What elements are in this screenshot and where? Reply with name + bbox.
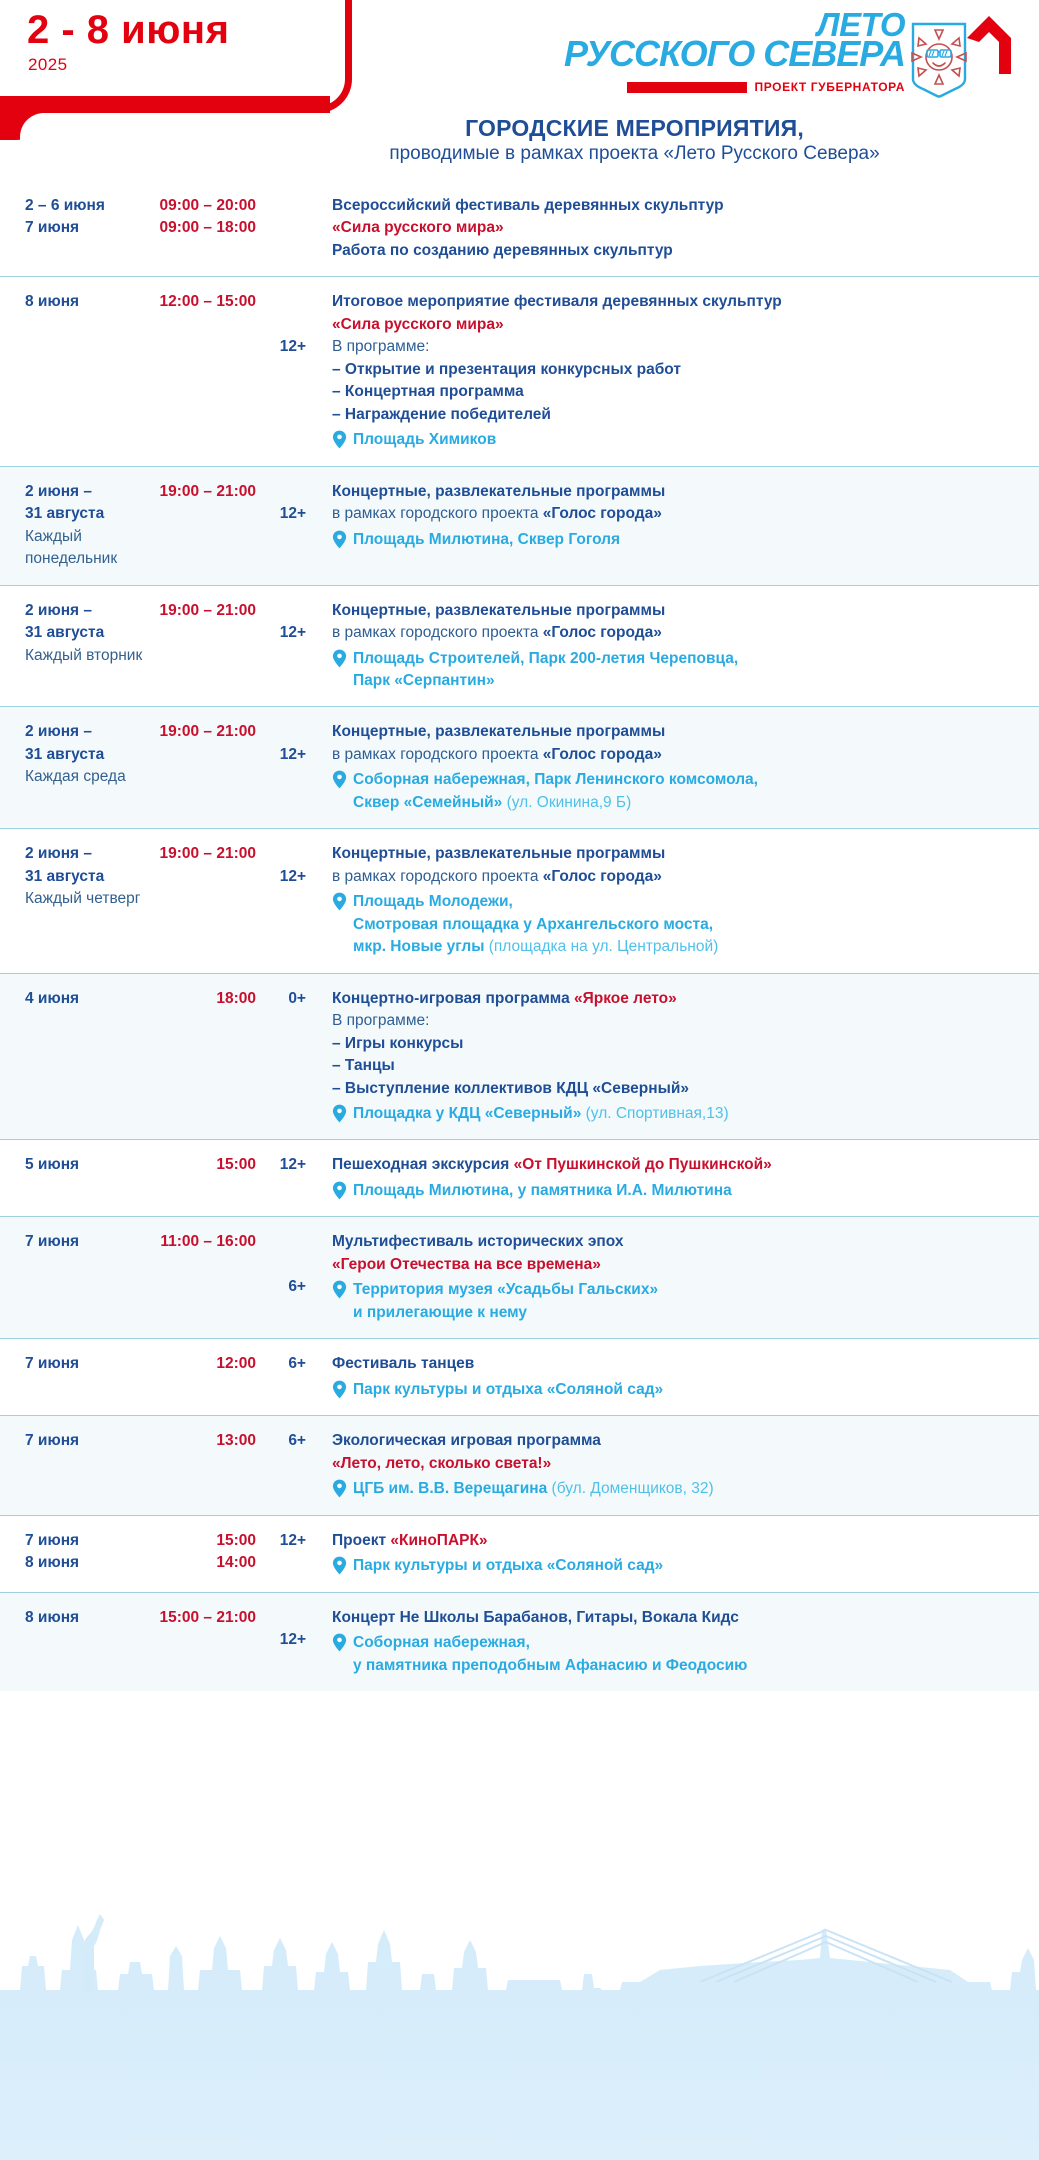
age-line [264, 1231, 306, 1253]
description-line: – Танцы [332, 1057, 395, 1075]
map-pin-icon [332, 1280, 347, 1299]
date-line: 31 августа [25, 745, 105, 763]
description-line: – Открытие и презентация конкурсных работ [332, 360, 681, 378]
age-line: 6+ [288, 1278, 306, 1296]
age-line [264, 1607, 306, 1629]
event-date [0, 843, 152, 910]
age-line: 6+ [288, 1355, 306, 1373]
event-row [0, 1592, 1039, 1691]
location-text: Территория музея «Усадьбы Гальских» [353, 1281, 659, 1299]
brand-subtitle-bar [627, 82, 747, 93]
event-date [0, 1607, 152, 1629]
description-accent: «Голос города» [542, 624, 662, 642]
event-age-rating [264, 1231, 312, 1298]
age-line: 12+ [279, 1531, 306, 1549]
description-line: В программе: [332, 338, 430, 356]
description-line: Всероссийский фестиваль деревянных скульптур [332, 197, 724, 214]
description-line: Концертные, развлекательные программы [332, 482, 666, 500]
location-text: Парк культуры и отдыха «Соляной сад» [353, 1557, 664, 1575]
description-line: Итоговое мероприятие фестиваля деревянных скульптур [332, 293, 782, 311]
event-location [332, 891, 1025, 913]
time-line: 15:00 [216, 1156, 256, 1174]
event-row [0, 706, 1039, 828]
location-extra-line: у памятника преподобным Афанасию и Феодосию [353, 1656, 748, 1674]
location-text: Соборная набережная, [353, 1634, 530, 1652]
event-time [152, 988, 264, 1010]
description-line: Пешеходная экскурсия «От Пушкинской до Пушкинской» [332, 1156, 772, 1174]
event-date [0, 1353, 152, 1375]
description-line: «Сила русского мира» [332, 219, 504, 237]
event-row [0, 585, 1039, 707]
description-accent: «От Пушкинской до Пушкинской» [513, 1156, 772, 1174]
event-description [312, 1607, 1025, 1677]
description-line: Концертные, развлекательные программы [332, 601, 666, 619]
location-address: (площадка на ул. Центральной) [488, 938, 719, 956]
location-extra-line: и прилегающие к нему [353, 1303, 528, 1321]
description-accent: «Голос города» [542, 745, 662, 763]
event-time [152, 1353, 264, 1375]
sun-shield-icon [910, 21, 968, 99]
city-skyline-decoration [0, 1870, 1039, 2160]
age-line: 6+ [288, 1432, 306, 1450]
time-line: 13:00 [216, 1432, 256, 1450]
age-line [264, 1254, 306, 1276]
map-pin-icon [332, 530, 347, 549]
location-address: (ул. Спортивная,13) [585, 1105, 729, 1122]
event-location [332, 1103, 1025, 1125]
age-line: 12+ [279, 505, 306, 523]
brand-subtitle: ПРОЕКТ ГУБЕРНАТОРА [754, 80, 905, 94]
location-text: Площадка у КДЦ «Северный» (ул. Спортивная,13) [353, 1105, 729, 1122]
description-accent: «Голос города» [542, 867, 662, 885]
event-row [0, 1338, 1039, 1415]
event-time [152, 721, 264, 743]
event-description [312, 843, 1025, 958]
description-accent: «Голос города» [542, 505, 662, 523]
age-line: 12+ [279, 745, 306, 763]
event-age-rating [264, 481, 312, 526]
age-line: 12+ [279, 338, 306, 356]
event-description [312, 1231, 1025, 1324]
event-location [332, 648, 1025, 670]
event-time [152, 195, 264, 240]
time-line: 18:00 [216, 989, 256, 1007]
date-line: 2 июня – [25, 482, 93, 500]
event-date [0, 291, 152, 313]
event-time [152, 600, 264, 622]
time-line: 12:00 – 15:00 [159, 293, 256, 311]
time-line: 19:00 – 21:00 [159, 723, 256, 741]
event-row [0, 276, 1039, 465]
age-line [264, 314, 306, 336]
event-time [152, 1607, 264, 1629]
date-line: Каждый четверг [25, 890, 141, 908]
date-line: Каждый [25, 527, 82, 545]
brand-title-leto: ЛЕТО [816, 6, 905, 43]
description-line: – Выступление коллективов КДЦ «Северный» [332, 1079, 689, 1097]
date-line: 8 июня [25, 1554, 80, 1572]
page-subtitle: проводимые в рамках проекта «Лето Русского Севера» [389, 143, 880, 164]
event-age-rating [264, 843, 312, 888]
location-text: Площадь Милютина, у памятника И.А. Милютина [353, 1181, 732, 1199]
time-line: 09:00 – 20:00 [159, 197, 256, 214]
date-line: 2 – 6 июня [25, 197, 105, 214]
event-date [0, 1530, 152, 1575]
event-location [332, 1279, 1025, 1301]
event-location [332, 1379, 1025, 1401]
event-age-rating [264, 988, 312, 1010]
description-line: Концертные, развлекательные программы [332, 723, 666, 741]
description-line: Концертные, развлекательные программы [332, 845, 666, 863]
description-line: «Герои Отечества на все времена» [332, 1255, 601, 1273]
event-row [0, 1139, 1039, 1216]
event-time [152, 1231, 264, 1253]
location-text: ЦГБ им. В.В. Верещагина (бул. Доменщиков, 32) [353, 1480, 714, 1498]
time-line: 11:00 – 16:00 [160, 1233, 256, 1251]
event-list [0, 181, 1039, 1691]
event-date [0, 1154, 152, 1176]
description-line: в рамках городского проекта «Голос города» [332, 867, 662, 885]
event-location [332, 769, 1025, 791]
event-description [312, 988, 1025, 1126]
description-line: в рамках городского проекта «Голос города» [332, 624, 662, 642]
event-row [0, 973, 1039, 1140]
event-row [0, 828, 1039, 972]
time-line: 14:00 [216, 1554, 256, 1572]
age-line [264, 481, 306, 503]
event-description [312, 481, 1025, 551]
event-location [332, 1478, 1025, 1500]
location-extra-line: мкр. Новые углы (площадка на ул. Центральной) [353, 938, 719, 956]
location-address: (бул. Доменщиков, 32) [551, 1480, 714, 1498]
age-line [264, 291, 306, 313]
event-date [0, 721, 152, 788]
event-description [312, 1530, 1025, 1578]
date-line: 31 августа [25, 624, 105, 642]
description-accent: «КиноПАРК» [390, 1531, 488, 1549]
age-line [264, 721, 306, 743]
event-age-rating [264, 1607, 312, 1652]
event-age-rating [264, 1430, 312, 1452]
event-time [152, 481, 264, 503]
red-arrow-icon [965, 14, 1013, 76]
date-line: 2 июня – [25, 601, 93, 619]
map-pin-icon [332, 649, 347, 668]
event-time [152, 843, 264, 865]
date-frame-bar [0, 96, 330, 113]
event-age-rating [264, 721, 312, 766]
brand-logo [563, 6, 1021, 116]
event-row [0, 1216, 1039, 1338]
location-extra-line: Смотровая площадка у Архангельского моста, [353, 915, 714, 933]
date-line: 7 июня [25, 1531, 80, 1549]
event-description [312, 291, 1025, 451]
event-date [0, 481, 152, 571]
description-accent: «Яркое лето» [574, 989, 677, 1007]
date-line: Каждая среда [25, 768, 126, 786]
date-line: 2 июня – [25, 723, 93, 741]
event-row [0, 1515, 1039, 1592]
time-line: 09:00 – 18:00 [159, 219, 256, 237]
event-date [0, 600, 152, 667]
event-time [152, 291, 264, 313]
date-line: 7 июня [25, 219, 80, 237]
page-title: ГОРОДСКИЕ МЕРОПРИЯТИЯ, [465, 115, 804, 141]
description-line: Работа по созданию деревянных скульптур [332, 241, 673, 259]
age-line: 12+ [279, 867, 306, 885]
description-line: в рамках городского проекта «Голос города» [332, 745, 662, 763]
date-line: 7 июня [25, 1233, 80, 1251]
event-description [312, 1353, 1025, 1401]
description-line: – Игры конкурсы [332, 1034, 464, 1052]
event-description [312, 721, 1025, 814]
age-line: 12+ [279, 624, 306, 642]
event-date [0, 1430, 152, 1452]
event-age-rating [264, 1353, 312, 1375]
map-pin-icon [332, 430, 347, 449]
event-age-rating [264, 195, 312, 217]
date-line: 31 августа [25, 505, 105, 523]
event-description [312, 195, 1025, 262]
description-line: Мультифестиваль исторических эпох [332, 1233, 624, 1251]
brand-title-sever: РУССКОГО СЕВЕРА [563, 33, 905, 74]
age-line: 0+ [288, 989, 306, 1007]
map-pin-icon [332, 1556, 347, 1575]
description-line: в рамках городского проекта «Голос города» [332, 505, 662, 523]
date-line: 2 июня – [25, 845, 93, 863]
description-line: Концертно-игровая программа «Яркое лето» [332, 989, 677, 1007]
description-line: – Концертная программа [332, 383, 524, 401]
date-range: 2 - 8 июня [27, 8, 230, 52]
map-pin-icon [332, 1181, 347, 1200]
description-line: «Сила русского мира» [332, 315, 504, 333]
event-location [332, 1555, 1025, 1577]
description-line: Концерт Не Школы Барабанов, Гитары, Вокала Кидс [332, 1608, 739, 1626]
event-row [0, 466, 1039, 585]
sunglasses-icon [927, 50, 951, 57]
description-line: – Награждение победителей [332, 405, 551, 423]
location-text: Парк культуры и отдыха «Соляной сад» [353, 1380, 664, 1398]
location-extra-line: Парк «Серпантин» [353, 671, 495, 689]
age-line [264, 843, 306, 865]
event-age-rating [264, 291, 312, 358]
map-pin-icon [332, 892, 347, 911]
event-row [0, 181, 1039, 276]
date-frame-corner [296, 0, 352, 113]
description-line: Фестиваль танцев [332, 1355, 475, 1373]
event-row [0, 1415, 1039, 1514]
location-text: Площадь Милютина, Сквер Гоголя [353, 530, 621, 548]
date-line: понедельник [25, 550, 118, 568]
location-text: Площадь Химиков [353, 431, 497, 449]
age-line [264, 195, 306, 217]
description-line: Экологическая игровая программа [332, 1432, 601, 1450]
event-time [152, 1430, 264, 1452]
map-pin-icon [332, 1380, 347, 1399]
time-line: 19:00 – 21:00 [159, 482, 256, 500]
event-location [332, 1180, 1025, 1202]
date-line: 8 июня [25, 1608, 80, 1626]
description-line: «Лето, лето, сколько света!» [332, 1454, 552, 1472]
date-line: 8 июня [25, 293, 80, 311]
event-description [312, 1430, 1025, 1500]
event-age-rating [264, 1530, 312, 1552]
event-time [152, 1154, 264, 1176]
event-location [332, 529, 1025, 551]
event-time [152, 1530, 264, 1575]
time-line: 19:00 – 21:00 [159, 601, 256, 619]
map-pin-icon [332, 1479, 347, 1498]
age-line [264, 600, 306, 622]
time-line: 19:00 – 21:00 [159, 845, 256, 863]
time-line: 12:00 [216, 1355, 256, 1373]
date-line: 7 июня [25, 1432, 80, 1450]
map-pin-icon [332, 1633, 347, 1652]
event-date [0, 1231, 152, 1253]
brand-subtitle-group [627, 80, 905, 94]
event-date [0, 195, 152, 240]
event-date [0, 988, 152, 1010]
event-location [332, 1632, 1025, 1654]
event-description [312, 1154, 1025, 1202]
event-age-rating [264, 600, 312, 645]
age-line: 12+ [279, 1156, 306, 1174]
date-line: 7 июня [25, 1355, 80, 1373]
date-line: Каждый вторник [25, 646, 143, 664]
location-text: Соборная набережная, Парк Ленинского комсомола, [353, 771, 758, 789]
location-text: Площадь Строителей, Парк 200-летия Череповца, [353, 649, 739, 667]
location-address: (ул. Окинина,9 Б) [506, 793, 632, 811]
time-line: 15:00 – 21:00 [159, 1608, 256, 1626]
date-line: 4 июня [25, 989, 80, 1007]
map-pin-icon [332, 1104, 347, 1123]
event-location [332, 429, 1025, 451]
map-pin-icon [332, 770, 347, 789]
time-line: 15:00 [216, 1531, 256, 1549]
poster-header [0, 0, 1039, 175]
event-age-rating [264, 1154, 312, 1176]
location-extra-line: Сквер «Семейный» (ул. Окинина,9 Б) [353, 793, 632, 811]
description-line: Проект «КиноПАРК» [332, 1531, 488, 1549]
date-line: 5 июня [25, 1156, 80, 1174]
location-text: Площадь Молодежи, [353, 893, 513, 911]
date-line: 31 августа [25, 867, 105, 885]
event-description [312, 600, 1025, 693]
year-label: 2025 [28, 55, 68, 74]
age-line: 12+ [279, 1631, 306, 1649]
description-line: В программе: [332, 1012, 430, 1030]
